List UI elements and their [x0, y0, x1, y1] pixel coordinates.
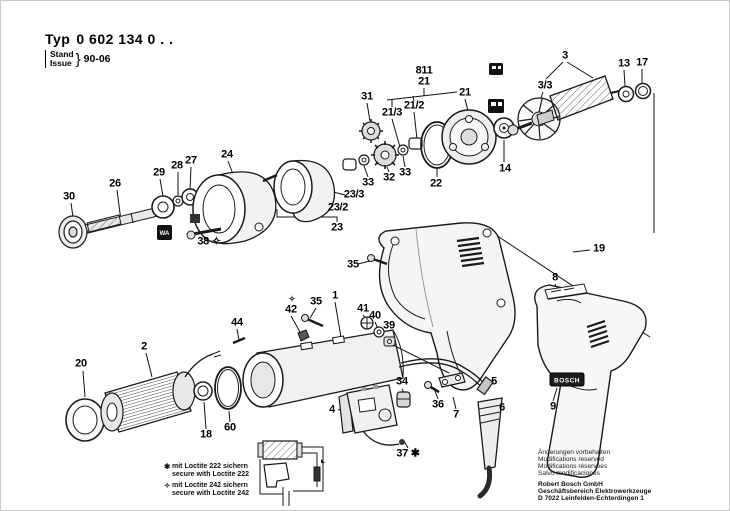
part-13-bearing	[619, 87, 634, 102]
part-label-28: 28	[171, 159, 183, 172]
part-17-retaining-ring	[636, 84, 651, 99]
part-label-23-3: 23/3	[343, 188, 365, 201]
exploded-view-drawing	[1, 1, 730, 511]
part-label-27: 27	[185, 154, 197, 167]
part-26-drill-spindle	[85, 207, 162, 233]
part-label-35: 35	[310, 295, 322, 308]
footnote-line: secure with Loctite 222	[172, 470, 250, 478]
issue-value: 90-06	[83, 53, 111, 65]
part-label-26: 26	[109, 177, 121, 190]
part-label-21-2: 21/2	[403, 99, 425, 112]
part-label-23: 23	[331, 221, 343, 234]
stand-label: Stand	[50, 49, 74, 59]
grease-tube-icon-2	[488, 63, 504, 113]
brace-glyph: }	[75, 50, 81, 68]
part-18-ring	[194, 382, 212, 400]
part-label-23-2: 23/2	[327, 201, 349, 214]
diamond-symbol: ✧	[164, 481, 171, 490]
part-label-1: 1	[332, 289, 338, 302]
typ-label: Typ	[45, 31, 71, 47]
part-label-14: 14	[499, 162, 511, 175]
loctite-footnotes	[164, 463, 249, 501]
company-line: Robert Bosch GmbH	[538, 481, 603, 488]
part-30-thrust-ring	[59, 216, 87, 248]
part-label-3-3: 3/3	[537, 79, 553, 92]
part-4-switch	[339, 385, 397, 433]
part-label-39: 39	[383, 319, 395, 332]
part-23-bearing-bracket	[274, 161, 335, 222]
part-35-screw-lower	[302, 315, 324, 327]
legal-line: Modifications réservées	[538, 463, 608, 470]
part-label-20: 20	[75, 357, 87, 370]
part-label-21-3: 21/3	[381, 106, 403, 119]
asterisk-symbol: ✱	[164, 462, 171, 471]
part-label-42: 42	[285, 303, 297, 316]
gear-train	[343, 119, 422, 170]
part-20-end-ring	[66, 399, 104, 441]
company-line: Geschäftsbereich Elektrowerkzeuge	[538, 488, 652, 495]
footnote-loctite-242	[164, 482, 249, 497]
part-label-21: 21	[418, 75, 430, 88]
part-label-6: 6	[499, 401, 505, 414]
part-label-17: 17	[636, 56, 648, 69]
wiring-diagram-inset	[258, 441, 325, 506]
part-31-pinion	[359, 119, 383, 143]
part-label-60: 60	[224, 421, 236, 434]
part-label-21: 21	[459, 86, 471, 99]
part-label-32: 32	[383, 171, 395, 184]
part-label-29: 29	[153, 166, 165, 179]
part-9-bosch-sticker	[550, 373, 584, 386]
part-label-44: 44	[231, 316, 243, 329]
part-label-22: 22	[430, 177, 442, 190]
part-label-33: 33	[362, 176, 374, 189]
legal-line: Salvo modificaciones	[538, 470, 600, 477]
part-label-9: 9	[550, 400, 556, 413]
part-label-30: 30	[63, 190, 75, 203]
part-label-34: 34	[396, 375, 408, 388]
part-label-7: 7	[453, 408, 459, 421]
footnote-loctite-222	[164, 463, 249, 478]
type-number	[45, 31, 173, 47]
part-label-13: 13	[618, 57, 630, 70]
footnote-line: mit Loctite 222 sichern	[172, 463, 248, 470]
issue-label: Issue	[50, 58, 72, 68]
part-label-36: 36	[432, 398, 444, 411]
grease-tube-icon	[157, 225, 172, 240]
loctite-242-mark-above-42: ✧	[288, 294, 296, 304]
part-29-ball-bearing	[152, 196, 174, 218]
part-37-jumper-wire	[363, 431, 405, 445]
part-36-screw	[425, 382, 440, 393]
legal-line: Änderungen vorbehalten	[538, 449, 611, 456]
svg-text:WA: WA	[159, 231, 170, 237]
part-label-41: 41	[357, 302, 369, 315]
footnote-line: mit Loctite 242 sichern	[172, 482, 248, 489]
part-label-24: 24	[221, 148, 233, 161]
company-line: D 7022 Leinfelden-Echterdingen 1	[538, 495, 644, 502]
part-label-19: 19	[593, 242, 605, 255]
svg-text:BOSCH: BOSCH	[554, 377, 580, 385]
part-label-18: 18	[200, 428, 212, 441]
part-label-3: 3	[562, 49, 568, 62]
title-block	[45, 31, 173, 68]
issue-block	[45, 50, 173, 68]
small-block-icon	[190, 214, 200, 223]
legal-block	[538, 449, 651, 502]
part-32-gear	[371, 141, 399, 169]
part-label-38: 38 ✧	[197, 235, 221, 248]
part-label-40: 40	[369, 309, 381, 322]
part-label-8: 8	[552, 271, 558, 284]
part-21-clutch-housing	[442, 110, 496, 164]
part-60-o-ring	[215, 367, 241, 409]
part-34-suppressor	[397, 392, 410, 407]
typ-value: 0 602 134 0 . .	[76, 31, 174, 47]
part-label-811: 811	[415, 64, 433, 77]
footnote-line: secure with Loctite 242	[172, 489, 250, 497]
part-label-31: 31	[361, 90, 373, 103]
part-label-2: 2	[141, 340, 147, 353]
part-label-35: 35	[347, 258, 359, 271]
part-label-5: 5	[491, 375, 497, 388]
legal-line: Modifications reserved	[538, 456, 604, 463]
part-label-4: 4	[329, 403, 335, 416]
part-label-37: 37 ✱	[396, 447, 420, 460]
part-label-33: 33	[399, 166, 411, 179]
